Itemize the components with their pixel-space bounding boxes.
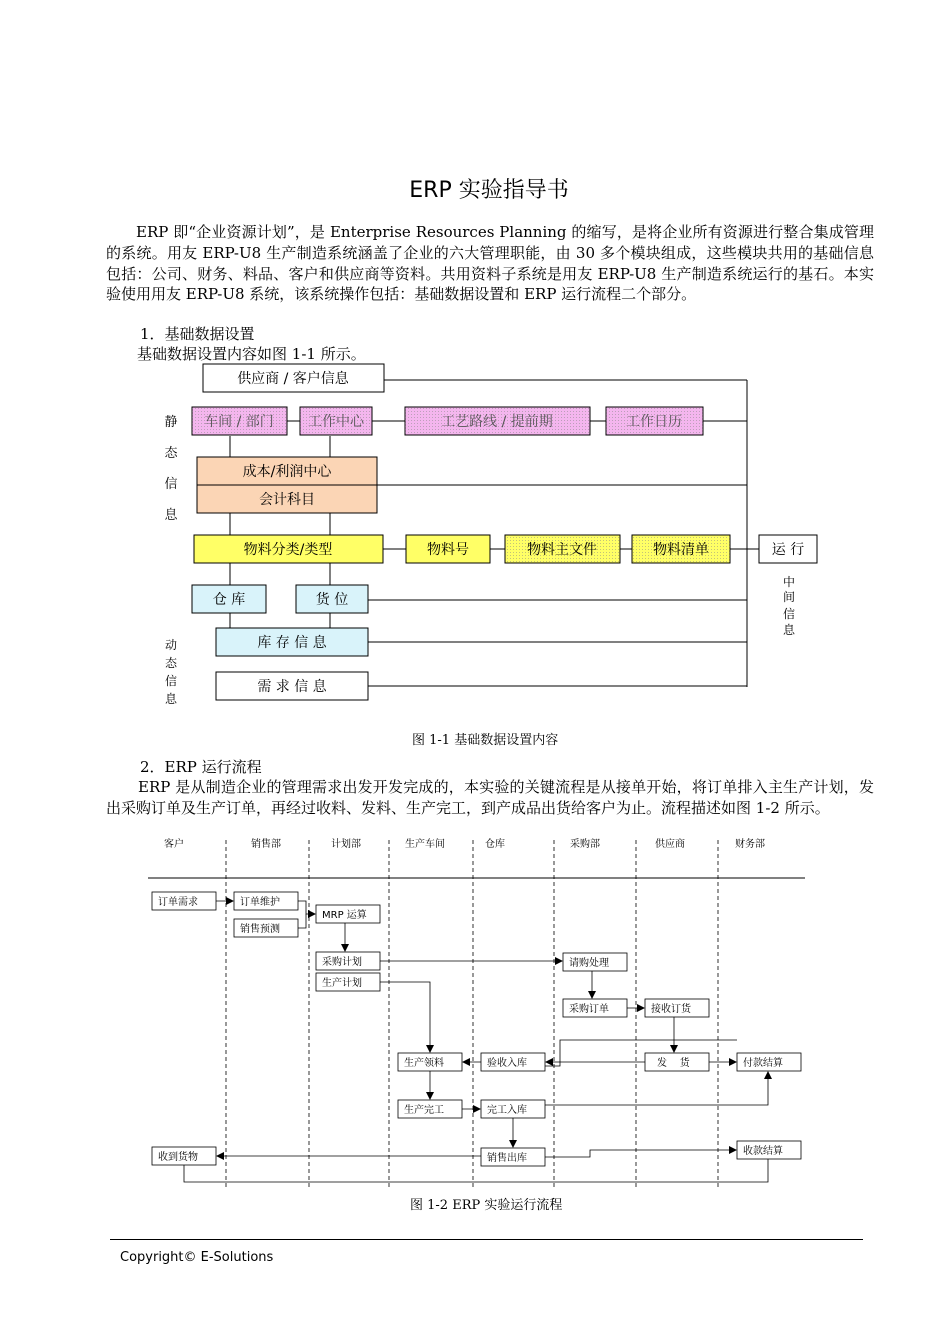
middle-label-1: 中 — [782, 575, 796, 589]
footer-divider — [110, 1239, 863, 1240]
footer-copyright: Copyright© E-Solutions — [120, 1250, 274, 1265]
label-supplier: 供应商 / 客户信息 — [237, 371, 349, 387]
dynamic-label-2: 态 — [164, 656, 178, 670]
text-purchase-req: 请购处理 — [569, 958, 609, 969]
middle-label-3: 信 — [782, 607, 796, 621]
text-receive-goods: 收到货物 — [158, 1152, 198, 1163]
text-receive-in: 验收入库 — [487, 1058, 527, 1069]
static-label-3: 信 — [164, 477, 178, 492]
lane-warehouse: 仓库 — [485, 839, 505, 850]
text-accept-order: 接收订货 — [651, 1004, 691, 1015]
text-production-plan: 生产计划 — [322, 978, 362, 989]
label-material-class: 物料分类/类型 — [243, 542, 333, 558]
label-material-no: 物料号 — [427, 542, 469, 558]
label-accounts: 会计科目 — [259, 492, 315, 508]
dynamic-label-1: 动 — [164, 638, 178, 652]
label-location: 货 位 — [315, 592, 349, 608]
label-warehouse: 仓 库 — [212, 592, 246, 608]
lane-supplier: 供应商 — [655, 839, 685, 850]
section2-paragraph: ERP 是从制造企业的管理需求出发开发完成的，本实验的关键流程是从接单开始，将订单排入主生产计划，发出采购订单及生产订单，再经过收料、发料、生产完工，到产成品出货给客户为止。流程描述如图 1-2 所示。 — [106, 778, 874, 817]
text-mrp: MRP 运算 — [322, 910, 367, 921]
section1-heading: 1．基础数据设置 — [140, 325, 255, 343]
figure-basic-data-diagram — [0, 360, 950, 732]
text-sales-out: 销售出库 — [487, 1153, 527, 1164]
static-label-4: 息 — [164, 508, 178, 523]
lane-production: 生产车间 — [405, 839, 445, 850]
middle-label-4: 息 — [782, 623, 796, 637]
lane-sales: 销售部 — [251, 839, 281, 850]
text-purchase-order: 采购订单 — [569, 1004, 609, 1015]
text-order-need: 订单需求 — [158, 897, 198, 908]
text-ship: 发 货 — [657, 1058, 690, 1069]
text-order-maint: 订单维护 — [240, 897, 280, 908]
label-material-master: 物料主文件 — [527, 542, 597, 558]
page-title: ERP 实验指导书 — [409, 178, 569, 203]
lane-customer: 客户 — [164, 839, 184, 850]
label-workshop: 车间 / 部门 — [204, 414, 274, 430]
label-routing: 工艺路线 / 提前期 — [441, 414, 553, 430]
label-calendar: 工作日历 — [626, 414, 682, 430]
label-workcenter: 工作中心 — [308, 414, 364, 430]
figure1-caption: 图 1-1 基础数据设置内容 — [412, 733, 559, 748]
label-cost-center: 成本/利润中心 — [242, 464, 332, 480]
text-pay: 付款结算 — [743, 1058, 783, 1069]
text-sales-forecast: 销售预测 — [240, 924, 280, 935]
text-prod-done: 生产完工 — [404, 1105, 444, 1116]
static-label-2: 态 — [164, 446, 178, 461]
lane-purchasing: 采购部 — [570, 839, 600, 850]
intro-paragraph: ERP 即“企业资源计划”，是 Enterprise Resources Planning 的缩写，是将企业所有资源进行整合集成管理的系统。用友 ERP-U8 生产制造系统涵盖了企业的六大管理职能，由 30 多个模块组成，这些模块共用的基础信息包括：公司、财务、料品、客户和供应商等资料。共用资料子系统是用友 ERP-U8 生产制造系统运行的基石。本实验使用用友 ERP-U8 系统，该系统操作包括：基础数据设置和 ERP 运行流程二个部分。 — [106, 223, 874, 304]
label-run: 运 行 — [771, 542, 805, 558]
text-collect: 收款结算 — [743, 1146, 783, 1157]
text-done-in: 完工入库 — [487, 1105, 527, 1116]
section2-heading: 2．ERP 运行流程 — [140, 758, 262, 776]
static-label-1: 静 — [164, 415, 178, 430]
dynamic-label-4: 息 — [164, 692, 178, 706]
label-bom: 物料清单 — [653, 542, 709, 558]
dynamic-label-3: 信 — [164, 674, 178, 688]
label-inventory: 库 存 信 息 — [257, 635, 327, 651]
section1-text: 基础数据设置内容如图 1-1 所示。 — [137, 345, 366, 363]
lane-planning: 计划部 — [331, 839, 361, 850]
middle-label-2: 间 — [782, 590, 796, 604]
text-purchase-plan: 采购计划 — [322, 957, 362, 968]
figure2-caption: 图 1-2 ERP 实验运行流程 — [410, 1198, 563, 1213]
lane-finance: 财务部 — [735, 839, 765, 850]
figure-erp-flow-diagram — [0, 834, 950, 1192]
text-prod-pick: 生产领料 — [404, 1058, 444, 1069]
label-demand: 需 求 信 息 — [257, 679, 327, 695]
